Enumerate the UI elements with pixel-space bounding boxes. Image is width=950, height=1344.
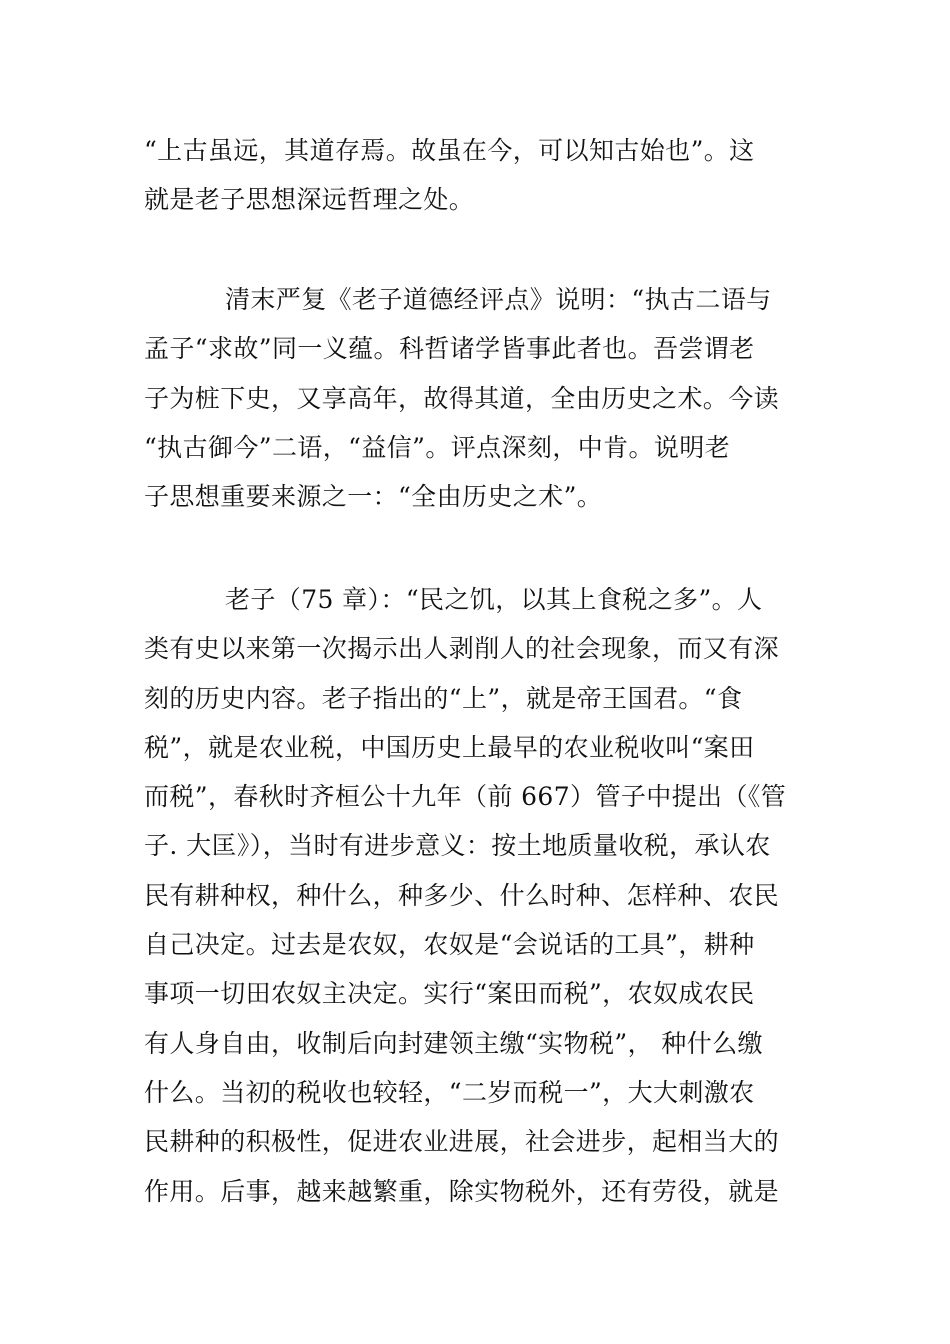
- paragraph-line: 而税”，春秋时齐桓公十九年（前 667）管子中提出（《管: [144, 782, 787, 812]
- paragraph-line: “执古御今”二语，“益信”。评点深刻，中肯。说明老: [144, 432, 731, 462]
- paragraph-line: 就是老子思想深远哲理之处。: [144, 185, 475, 215]
- paragraph-line: “上古虽远，其道存焉。故虽在今，可以知古始也”。这: [144, 136, 755, 165]
- paragraph-line: 税”，就是农业税，中国历史上最早的农业税收叫“案田: [144, 732, 755, 762]
- paragraph-line: 民有耕种权，种什么，种多少、什么时种、怎样种、农民: [144, 880, 780, 910]
- paragraph-1: [144, 126, 806, 225]
- paragraph-2: [144, 275, 806, 521]
- paragraph-line: 类有史以来第一次揭示出人剥削人的社会现象，而又有深: [144, 634, 780, 664]
- paragraph-line: 民耕种的积极性，促进农业进展，社会进步，起相当大的: [144, 1127, 780, 1157]
- paragraph-line: 子. 大匡》），当时有进步意义：按土地质量收税，承认农: [144, 831, 771, 861]
- paragraph-3: [144, 575, 806, 1216]
- paragraph-line: 子为桩下史，又享高年，故得其道，全由历史之术。今读: [144, 383, 780, 413]
- paragraph-line: 刻的历史内容。老子指出的“上”，就是帝王国君。“食: [144, 683, 743, 713]
- paragraph-line: 自己决定。过去是农奴，农奴是“会说话的工具”，耕种: [144, 930, 755, 960]
- paragraph-line: 子思想重要来源之一：“全由历史之术”。: [144, 482, 603, 512]
- paragraph-line: 事项一切田农奴主决定。实行“案田而税”，农奴成农民: [144, 979, 755, 1009]
- paragraph-first-line: 清末严复《老子道德经评点》说明：“执古二语与: [225, 285, 772, 314]
- paragraph-first-line: 老子（75 章）：“民之饥，以其上食税之多”。人: [225, 585, 763, 614]
- paragraph-line: 什么。当初的税收也较轻，“二岁而税一”，大大刺激农: [144, 1077, 755, 1107]
- paragraph-line: 作用。后事，越来越繁重，除实物税外，还有劳役，就是: [144, 1176, 780, 1206]
- paragraph-line: 有人身自由，收制后向封建领主缴“实物税”， 种什么缴: [144, 1028, 763, 1058]
- paragraph-line: 孟子“求故”同一义蕴。科哲诸学皆事此者也。吾尝谓老: [144, 334, 755, 364]
